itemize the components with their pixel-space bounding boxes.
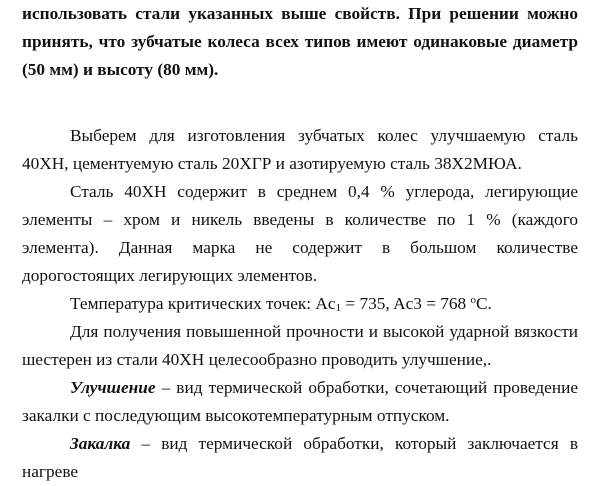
paragraph-40xn-composition: Сталь 40ХН содержит в среднем 0,4 % углерода, легирующие элементы – хром и никель введены в количестве по 1 % (каждого элемента). Данная марка не содержит в большом количестве дорогостоящих легирующих элементов. [22, 182, 578, 285]
paragraph-critical-points [22, 290, 578, 318]
improvement-definition-text: – вид термической обработки, сочетающий проведение закалки с последующим высокотемпературным отпуском. [22, 378, 578, 425]
paragraph-spacer [22, 84, 578, 122]
term-improvement: Улучшение [70, 378, 156, 397]
critical-points-subscript: 1 [335, 302, 342, 314]
paragraph-improvement-purpose: Для получения повышенной прочности и высокой ударной вязкости шестерен из стали 40ХН целесообразно проводить улучшение,. [22, 322, 578, 369]
paragraph-improvement-definition [22, 374, 578, 430]
critical-points-values: = 735, Ac3 = 768 [341, 294, 471, 313]
intro-bold-paragraph: использовать стали указанных выше свойств. При решении можно принять, что зубчатые колеса всех типов имеют одинаковые диаметр (50 мм) и высоту (80 мм). [22, 4, 578, 79]
document-body [22, 0, 578, 486]
critical-points-suffix: C. [476, 294, 492, 313]
paragraph-hardening-definition [22, 430, 578, 486]
critical-points-prefix: Температура критических точек: Ac [70, 294, 336, 313]
term-hardening: Закалка [70, 434, 131, 453]
degree-superscript: o [470, 294, 477, 306]
paragraph-steel-choice: Выберем для изготовления зубчатых колес улучшаемую сталь 40ХН, цементуемую сталь 20ХГР и азотируемую сталь 38Х2МЮА. [22, 126, 578, 173]
hardening-definition-text: – вид термической обработки, который заключается в нагреве [22, 434, 578, 481]
